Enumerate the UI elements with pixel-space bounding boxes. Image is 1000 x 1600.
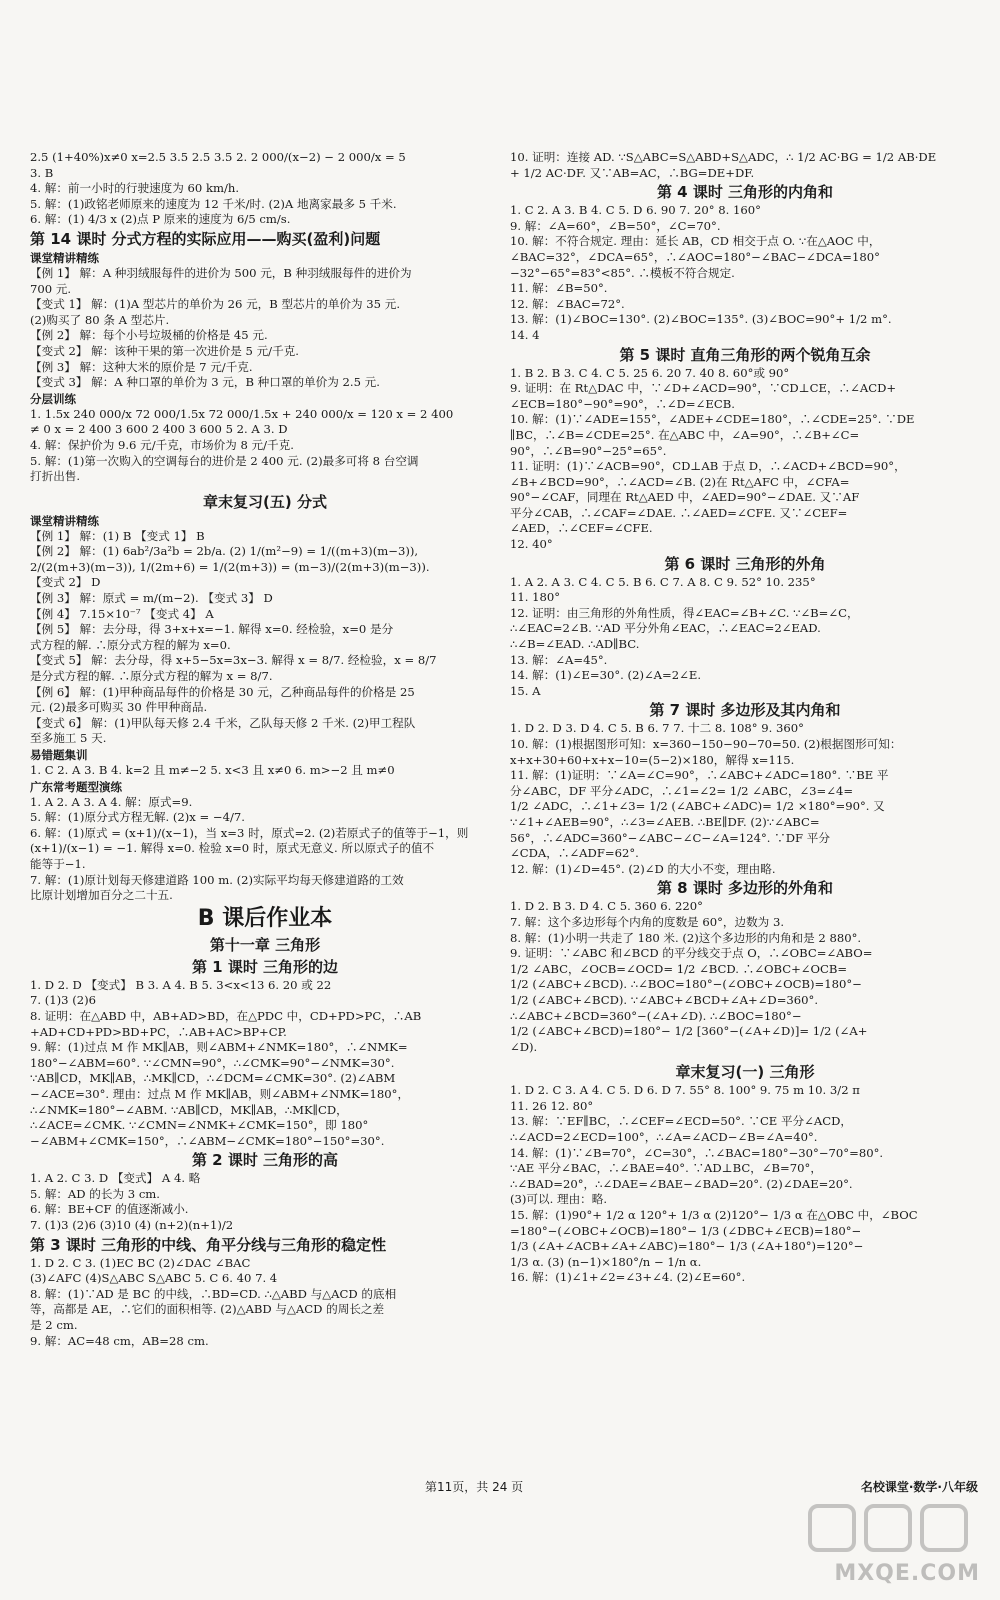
answer-line: 14. 4 bbox=[510, 327, 540, 342]
answer-line: 【变式 5】 解：去分母，得 x+5−5x=3x−3. 解得 x = 8/7. 经检验，x = 8/7 bbox=[30, 653, 437, 668]
answer-line: 5. 解：AD 的长为 3 cm. bbox=[30, 1186, 160, 1201]
answer-line: 2/(2(m+3)(m−3)), 1/(2m+6) = 1/(2(m+3)) = (m−3)/(2(m+3)(m−3)). bbox=[30, 559, 430, 574]
answer-line: ∠CDA，∴∠ADF=62°. bbox=[510, 846, 639, 861]
answer-line: 9. 解：∠A=60°，∠B=50°，∠C=70°. bbox=[510, 218, 721, 233]
answer-line: 8. 解：(1)小明一共走了 180 米. (2)这个多边形的内角和是 2 880°. bbox=[510, 930, 862, 945]
lesson-7-title: 第 7 课时 多边形及其内角和 bbox=[649, 701, 841, 720]
answer-line: ∠AED，∴∠CEF=∠CFE. bbox=[510, 521, 653, 536]
answer-line: ∠D). bbox=[510, 1039, 538, 1054]
answer-line: 8. 证明：在△ABD 中，AB+AD>BD，在△PDC 中，CD+PD>PC，∴AB bbox=[30, 1008, 422, 1023]
answer-line: 6. 解：BE+CF 的值逐渐减小. bbox=[30, 1202, 189, 1217]
right-column bbox=[510, 150, 980, 1286]
answer-line: −32°−65°=83°<85°. ∴模板不符合规定. bbox=[510, 265, 735, 280]
answer-line: 7. (1)3 (2)6 (3)10 (4) (n+2)(n+1)/2 bbox=[30, 1218, 234, 1233]
answer-line: ∵∠1+∠AEB=90°，∴∠3=∠AEB. ∴BE∥DF. (2)∵∠ABC= bbox=[510, 814, 820, 829]
answer-line: + 1/2 AC·DF. 又∵AB=AC，∴BG=DE+DF. bbox=[510, 165, 755, 180]
answer-line: 9. 证明：在 Rt△DAC 中，∵∠D+∠ACD=90°，∵CD⊥CE，∴∠ACD+ bbox=[510, 381, 897, 396]
answer-line: 【变式 3】 解：A 种口罩的单价为 3 元，B 种口罩的单价为 2.5 元. bbox=[30, 375, 380, 390]
answer-line: ≠ 0 x = 2 400 3 600 2 400 3 600 5 2. A 3. D bbox=[30, 422, 288, 437]
left-block-e bbox=[30, 763, 500, 779]
right-block-d bbox=[510, 575, 980, 700]
answer-line: 【变式 6】 解：(1)甲队每天修 2.4 千米，乙队每天修 2 千米. (2)甲工程队 bbox=[30, 715, 416, 730]
answer-line: 90°，∴∠B=90°−25°=65°. bbox=[510, 443, 667, 458]
answer-line: 1. D 2. D 3. D 4. C 5. B 6. 7 7. 十二 8. 108° 9. 360° bbox=[510, 721, 804, 736]
answer-line: 【例 2】 解：(1) 6ab²/3a²b = 2b/a. (2) 1/(m²−9) = 1/((m+3)(m−3)), bbox=[30, 544, 419, 559]
answer-line: ∴∠BAD=20°，∴∠DAE=∠BAE−∠BAD=20°. (2)∠DAE=20°. bbox=[510, 1176, 853, 1191]
answer-line: 1. A 2. A 3. A 4. 解：原式=9. bbox=[30, 794, 193, 809]
answer-line: 【例 2】 解：每个小号垃圾桶的价格是 45 元. bbox=[30, 328, 268, 343]
answer-line: 11. 解：(1)证明：∵∠A=∠C=90°，∴∠ABC+∠ADC=180°. ∵BE 平 bbox=[510, 768, 889, 783]
lesson-8-title: 第 8 课时 多边形的外角和 bbox=[656, 879, 834, 898]
answer-line: 【例 3】 解：原式 = m/(m−2). 【变式 3】 D bbox=[30, 591, 273, 606]
watermark-logo bbox=[790, 1500, 990, 1590]
answer-line: 7. 解：(1)原计划每天修建道路 100 m. (2)实际平均每天修建道路的工效 bbox=[30, 872, 404, 887]
answer-line: 16. 解：(1)∠1+∠2=∠3+∠4. (2)∠E=60°. bbox=[510, 1270, 746, 1285]
answer-line: ∴∠ACE=∠CMK. ∵∠CMN=∠NMK+∠CMK=150°，即 180° bbox=[30, 1118, 369, 1133]
left-block-d bbox=[30, 529, 500, 747]
answer-line: 能等于−1. bbox=[30, 856, 86, 871]
answer-line: 7. 解：这个多边形每个内角的度数是 60°，边数为 3. bbox=[510, 914, 785, 929]
answer-line: 1/2 ∠ABC，∠OCB=∠OCD= 1/2 ∠BCD. ∴∠OBC+∠OCB= bbox=[510, 961, 848, 976]
answer-line: ∴∠ACD=2∠ECD=100°，∴∠A=∠ACD−∠B=∠A=40°. bbox=[510, 1130, 818, 1145]
lesson-1-title: 第 1 课时 三角形的边 bbox=[191, 957, 339, 976]
answer-line: 【例 5】 解：去分母，得 3+x+x=−1. 解得 x=0. 经检验，x=0 是分 bbox=[30, 622, 394, 637]
left-column bbox=[30, 150, 500, 1349]
answer-line: 1. D 2. B 3. D 4. C 5. 360 6. 220° bbox=[510, 899, 703, 914]
answer-line: ∴∠B=∠EAD. ∴AD∥BC. bbox=[510, 637, 640, 652]
review-1-title: 章末复习(一) 三角形 bbox=[675, 1063, 815, 1082]
answer-line: 13. 解：(1)∠BOC=130°. (2)∠BOC=135°. (3)∠BOC=90°+ 1/2 m°. bbox=[510, 312, 892, 327]
review-5-subhead-exam: 广东常考题型演练 bbox=[30, 779, 122, 794]
answer-line: (x+1)/(x−1) = −1. 解得 x=0. 检验 x=0 时，原式无意义. 所以原式子的值不 bbox=[30, 841, 435, 856]
answer-line: 7. (1)3 (2)6 bbox=[30, 993, 97, 1008]
answer-line: ∵AE 平分∠BAC，∴∠BAE=40°. ∵AD⊥BC，∠B=70°， bbox=[510, 1161, 822, 1176]
answer-line: ∴∠ABC+∠BCD=360°−(∠A+∠D). ∴∠BOC=180°− bbox=[510, 1008, 802, 1023]
left-block-a bbox=[30, 150, 500, 228]
answer-line: 1. B 2. B 3. C 4. C 5. 25 6. 20 7. 40 8. 60°或 90° bbox=[510, 365, 790, 380]
left-block-b bbox=[30, 266, 500, 391]
answer-line: 2.5 (1+40%)x≠0 x=2.5 3.5 2.5 3.5 2. 2 000/(x−2) − 2 000/x = 5 bbox=[30, 150, 406, 164]
right-block-g bbox=[510, 1083, 980, 1286]
answer-line: 15. 解：(1)90°+ 1/2 α 120°+ 1/3 α (2)120°− 1/3 α 在△OBC 中，∠BOC bbox=[510, 1208, 918, 1223]
lesson-14-subhead-layered: 分层训练 bbox=[30, 391, 76, 406]
answer-line: 56°，∴∠ADC=360°−∠ABC−∠C−∠A=124°. ∵DF 平分 bbox=[510, 830, 830, 845]
answer-line: 1/2 (∠ABC+∠BCD). ∵∠ABC+∠BCD+∠A+∠D=360°. bbox=[510, 992, 819, 1007]
answer-line: 3. B bbox=[30, 165, 54, 180]
answer-line: 6. 解：(1)原式 = (x+1)/(x−1)，当 x=3 时，原式=2. (2)若原式子的值等于−1，则 bbox=[30, 825, 469, 840]
answer-line: 1/2 (∠ABC+∠BCD). ∴∠BOC=180°−(∠OBC+∠OCB)=180°− bbox=[510, 977, 862, 992]
answer-line: ∠B+∠BCD=90°，∴∠ACD=∠B. (2)在 Rt△AFC 中，∠CFA= bbox=[510, 474, 850, 489]
watermark-text: MXQE.COM bbox=[834, 1561, 980, 1586]
right-block-f bbox=[510, 899, 980, 1055]
answer-line: −∠ACE=30°. 理由：过点 M 作 MK∥AB，则∠ABM+∠NMK=180°， bbox=[30, 1086, 410, 1101]
answer-line: 11. 180° bbox=[510, 590, 561, 605]
answer-line: 8. 解：(1)∵AD 是 BC 的中线，∴BD=CD. ∴△ABD 与△ACD 的底相 bbox=[30, 1286, 397, 1301]
answer-line: 6. 解：(1) 4/3 x (2)点 P 原来的速度为 6/5 cm/s. bbox=[30, 212, 291, 227]
answer-line: 14. 解：(1)∵∠B=70°，∠C=30°，∴∠BAC=180°−30°−70°=80°. bbox=[510, 1145, 884, 1160]
answer-line: 9. 解：AC=48 cm，AB=28 cm. bbox=[30, 1333, 209, 1348]
answer-line: 180°−∠ABM=60°. ∵∠CMN=90°，∴∠CMK=90°−∠NMK=30°. bbox=[30, 1055, 395, 1070]
answer-line: 【例 4】 7.15×10⁻⁷ 【变式 4】 A bbox=[30, 606, 214, 621]
answer-line: 1. C 2. A 3. B 4. k=2 且 m≠−2 5. x<3 且 x≠0 6. m>−2 且 m≠0 bbox=[30, 763, 395, 777]
left-block-f bbox=[30, 795, 500, 904]
answer-line: 平分∠CAB，∴∠CAF=∠DAE. ∴∠AED=∠CFE. 又∵∠CEF= bbox=[510, 505, 848, 520]
answer-line: 1. C 2. A 3. B 4. C 5. D 6. 90 7. 20° 8. 160° bbox=[510, 203, 761, 218]
lesson-6-title: 第 6 课时 三角形的外角 bbox=[664, 554, 826, 573]
review-5-title: 章末复习(五) 分式 bbox=[203, 492, 327, 511]
left-block-g bbox=[30, 978, 500, 1150]
right-block-e bbox=[510, 721, 980, 877]
answer-line: 比原计划增加百分之二十五. bbox=[30, 888, 173, 903]
answer-line: 【例 6】 解：(1)甲种商品每件的价格是 30 元，乙种商品每件的价格是 25 bbox=[30, 684, 415, 699]
answer-line: (3)∠AFC (4)S△ABC S△ABC 5. C 6. 40 7. 4 bbox=[30, 1271, 278, 1286]
answer-line: ∴∠EAC=2∠B. ∵AD 平分外角∠EAC，∴∠EAC=2∠EAD. bbox=[510, 621, 821, 636]
answer-line: ∠BAC=32°，∠DCA=65°，∴∠AOC=180°−∠BAC−∠DCA=180° bbox=[510, 249, 880, 264]
answer-line: 14. 解：(1)∠E=30°. (2)∠A=2∠E. bbox=[510, 668, 702, 683]
answer-line: 9. 证明：∵∠ABC 和∠BCD 的平分线交于点 O，∴∠OBC=∠ABO= bbox=[510, 946, 873, 961]
answer-line: −∠ABM+∠CMK=150°，∴∠ABM−∠CMK=180°−150°=30°. bbox=[30, 1133, 385, 1148]
left-block-h bbox=[30, 1171, 500, 1233]
answer-line: +AD+CD+PD>BD+PC，∴AB+AC>BP+CP. bbox=[30, 1024, 287, 1039]
right-block-c bbox=[510, 366, 980, 553]
answer-line: 【例 1】 解：A 种羽绒服每件的进价为 500 元，B 种羽绒服每件的进价为 bbox=[30, 265, 412, 280]
answer-line: (3)可以. 理由：略. bbox=[510, 1192, 608, 1207]
review-5-subhead-practice: 课堂精讲精练 bbox=[30, 513, 99, 528]
page-number: 第11页，共 24 页 bbox=[425, 1480, 524, 1494]
answer-line: 10. 解：(1)∵∠ADE=155°，∠ADE+∠CDE=180°，∴∠CDE=25°. ∵DE bbox=[510, 412, 915, 427]
answer-line: 10. 解：(1)根据图形可知：x=360−150−90−70=50. (2)根据图形可知： bbox=[510, 737, 902, 751]
answer-line: ∵AB∥CD，MK∥AB，∴MK∥CD，∴∠DCM=∠CMK=30°. (2)∠ABM bbox=[30, 1071, 396, 1086]
answer-line: 10. 解：不符合规定. 理由：延长 AB，CD 相交于点 O. ∵在△AOC 中， bbox=[510, 234, 881, 249]
lesson-5-title: 第 5 课时 直角三角形的两个锐角互余 bbox=[619, 345, 871, 364]
answer-line: 4. 解：保护价为 9.6 元/千克，市场价为 8 元/千克. bbox=[30, 437, 294, 452]
answer-line: 11. 26 12. 80° bbox=[510, 1098, 594, 1113]
answer-line: 1. D 2. D 【变式】 B 3. A 4. B 5. 3<x<13 6. 20 或 22 bbox=[30, 977, 332, 992]
answer-line: 1/2 (∠ABC+∠BCD)=180°− 1/2 [360°−(∠A+∠D)]= 1/2 (∠A+ bbox=[510, 1024, 868, 1039]
answer-line: ∴∠NMK=180°−∠ABM. ∵AB∥CD，MK∥AB，∴MK∥CD， bbox=[30, 1102, 348, 1117]
answer-line: ∥BC，∴∠B=∠CDE=25°. 在△ABC 中，∠A=90°，∴∠B+∠C= bbox=[510, 427, 860, 442]
right-block-b bbox=[510, 203, 980, 343]
answer-line: 1/2 ∠ADC，∴∠1+∠3= 1/2 (∠ABC+∠ADC)= 1/2 ×180°=90°. 又 bbox=[510, 799, 885, 814]
answer-line: 是 2 cm. bbox=[30, 1318, 78, 1333]
answer-line: x+x+30+60+x+x−10=(5−2)×180，解得 x=115. bbox=[510, 752, 795, 767]
answer-line: 12. 40° bbox=[510, 537, 553, 552]
answer-line: 1. D 2. C 3. (1)EC BC (2)∠DAC ∠BAC bbox=[30, 1255, 251, 1270]
answer-line: 12. 解：∠BAC=72°. bbox=[510, 296, 625, 311]
answer-line: 700 元. bbox=[30, 281, 72, 296]
answer-line: 【变式 2】 解：该种干果的第一次进价是 5 元/千克. bbox=[30, 343, 299, 358]
answer-line: 打折出售. bbox=[30, 469, 81, 484]
answer-line: 1. A 2. C 3. D 【变式】 A 4. 略 bbox=[30, 1171, 201, 1186]
answer-line: 1/3 (∠A+∠ACB+∠A+∠ABC)=180°− 1/3 (∠A+180°)=120°− bbox=[510, 1239, 864, 1254]
answer-line: 13. 解：∵EF∥BC，∴∠CEF=∠ECD=50°. ∵CE 平分∠ACD， bbox=[510, 1114, 852, 1129]
lesson-14-title: 第 14 课时 分式方程的实际应用——购买(盈利)问题 bbox=[30, 229, 381, 248]
answer-line: 等，高都是 AE，∴它们的面积相等. (2)△ABD 与△ACD 的周长之差 bbox=[30, 1302, 385, 1317]
answer-line: 9. 解：(1)过点 M 作 MK∥AB，则∠ABM+∠NMK=180°，∴∠NMK= bbox=[30, 1040, 408, 1055]
review-5-subhead-errors: 易错题集训 bbox=[30, 748, 88, 762]
lesson-4-title: 第 4 课时 三角形的内角和 bbox=[656, 183, 834, 202]
answer-line: (2)购买了 80 条 A 型芯片. bbox=[30, 312, 170, 327]
lesson-2-title: 第 2 课时 三角形的高 bbox=[191, 1151, 339, 1170]
answer-line: 11. 解：∠B=50°. bbox=[510, 281, 608, 296]
answer-line: 13. 解：∠A=45°. bbox=[510, 652, 608, 667]
answer-line: 【变式 1】 解：(1)A 型芯片的单价为 26 元，B 型芯片的单价为 35 元. bbox=[30, 297, 401, 312]
left-block-i bbox=[30, 1256, 500, 1350]
answer-line: 15. A bbox=[510, 683, 541, 698]
answer-line: 1. 1.5x 240 000/x 72 000/1.5x 72 000/1.5x + 240 000/x = 120 x = 2 400 bbox=[30, 406, 454, 421]
section-b-title: B 课后作业本 bbox=[197, 905, 333, 931]
answer-line: 1. D 2. C 3. A 4. C 5. D 6. D 7. 55° 8. 100° 9. 75 m 10. 3/2 π bbox=[510, 1083, 860, 1098]
answer-line: 5. 解：(1)原分式方程无解. (2)x = −4/7. bbox=[30, 810, 245, 825]
answer-line: 12. 证明：由三角形的外角性质，得∠EAC=∠B+∠C. ∵∠B=∠C， bbox=[510, 605, 859, 620]
answer-line: 1. A 2. A 3. C 4. C 5. B 6. C 7. A 8. C 9. 52° 10. 235° bbox=[510, 574, 816, 589]
answer-line: =180°−(∠OBC+∠OCB)=180°− 1/3 (∠DBC+∠ECB)=180°− bbox=[510, 1223, 862, 1238]
answer-line: 是分式方程的解. ∴原分式方程的解为 x = 8/7. bbox=[30, 669, 273, 684]
left-block-c bbox=[30, 407, 500, 485]
book-brand: 名校课堂·数学·八年级 bbox=[860, 1480, 978, 1494]
answer-line: 11. 证明：(1)∵∠ACB=90°，CD⊥AB 于点 D，∴∠ACD+∠BCD=90°， bbox=[510, 459, 906, 474]
answer-line: 至多施工 5 天. bbox=[30, 731, 107, 746]
answer-line: 5. 解：(1)政铭老师原来的速度为 12 千米/时. (2)A 地离家最多 5 千米. bbox=[30, 196, 397, 211]
answer-line: 90°−∠CAF，同理在 Rt△AED 中，∠AED=90°−∠DAE. 又∵AF bbox=[510, 490, 860, 505]
answer-line: 【变式 2】 D bbox=[30, 575, 101, 590]
answer-line: 12. 解：(1)∠D=45°. (2)∠D 的大小不变，理由略. bbox=[510, 861, 776, 876]
answer-line: 5. 解：(1)第一次购入的空调每台的进价是 2 400 元. (2)最多可将 8 台空调 bbox=[30, 453, 419, 468]
answer-line: 【例 1】 解：(1) B 【变式 1】 B bbox=[30, 528, 205, 543]
answer-line: 式方程的解. ∴原分式方程的解为 x=0. bbox=[30, 637, 231, 652]
answer-line: 元. (2)最多可购买 30 件甲种商品. bbox=[30, 700, 208, 715]
answer-line: ∠ECB=180°−90°=90°，∴∠D=∠ECB. bbox=[510, 396, 735, 411]
answer-line: 分∠ABC，DF 平分∠ADC，∴∠1=∠2= 1/2 ∠ABC，∠3=∠4= bbox=[510, 783, 854, 798]
answer-line: 4. 解：前一小时的行驶速度为 60 km/h. bbox=[30, 181, 240, 196]
chapter-11-title: 第十一章 三角形 bbox=[209, 935, 321, 954]
answer-line: 1/3 α. (3) (n−1)×180°/n − 1/n α. bbox=[510, 1254, 702, 1269]
lesson-14-subhead-practice: 课堂精讲精练 bbox=[30, 250, 99, 265]
page-footer bbox=[0, 1478, 1000, 1498]
answer-line: 10. 证明：连接 AD. ∵S△ABC=S△ABD+S△ADC，∴ 1/2 AC·BG = 1/2 AB·DE bbox=[510, 150, 937, 164]
right-block-a bbox=[510, 150, 980, 181]
lesson-3-title: 第 3 课时 三角形的中线、角平分线与三角形的稳定性 bbox=[30, 1235, 387, 1254]
answer-line: 【例 3】 解：这种大米的原价是 7 元/千克. bbox=[30, 359, 253, 374]
